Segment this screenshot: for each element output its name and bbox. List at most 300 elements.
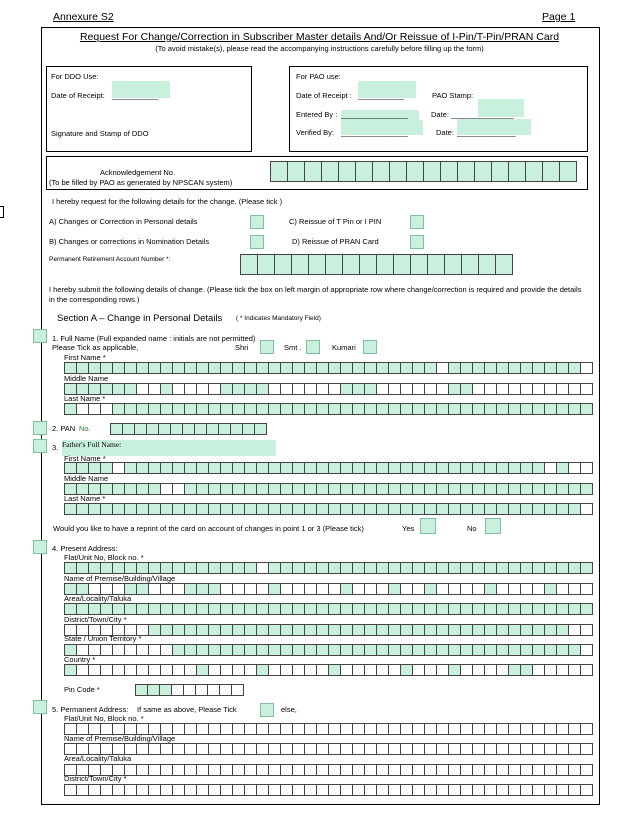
char-cell[interactable] — [233, 724, 245, 734]
char-cell[interactable] — [149, 645, 161, 655]
char-cell[interactable] — [425, 785, 437, 795]
char-cell[interactable] — [425, 724, 437, 734]
char-cell[interactable] — [77, 463, 89, 473]
char-cell[interactable] — [437, 404, 449, 414]
char-cell[interactable] — [401, 504, 413, 514]
char-cell[interactable] — [581, 665, 593, 675]
char-cell[interactable] — [445, 255, 462, 274]
char-cell[interactable] — [281, 563, 293, 573]
char-cell[interactable] — [533, 563, 545, 573]
char-cell[interactable] — [461, 504, 473, 514]
char-cell[interactable] — [197, 463, 209, 473]
char-cell[interactable] — [329, 504, 341, 514]
char-cell[interactable] — [521, 625, 533, 635]
char-cell[interactable] — [509, 563, 521, 573]
char-cell[interactable] — [497, 404, 509, 414]
char-cell[interactable] — [233, 785, 245, 795]
q5-premise-cells[interactable] — [64, 743, 593, 755]
char-cell[interactable] — [269, 765, 281, 775]
char-cell[interactable] — [257, 744, 269, 754]
char-cell[interactable] — [521, 384, 533, 394]
char-cell[interactable] — [148, 685, 160, 695]
char-cell[interactable] — [353, 665, 365, 675]
char-cell[interactable] — [149, 625, 161, 635]
char-cell[interactable] — [233, 404, 245, 414]
char-cell[interactable] — [341, 604, 353, 614]
char-cell[interactable] — [365, 665, 377, 675]
q4-flat-cells[interactable] — [64, 562, 593, 574]
char-cell[interactable] — [221, 645, 233, 655]
char-cell[interactable] — [473, 765, 485, 775]
char-cell[interactable] — [413, 584, 425, 594]
char-cell[interactable] — [173, 645, 185, 655]
char-cell[interactable] — [394, 255, 411, 274]
char-cell[interactable] — [401, 563, 413, 573]
char-cell[interactable] — [173, 724, 185, 734]
char-cell[interactable] — [101, 484, 113, 494]
char-cell[interactable] — [569, 363, 581, 373]
char-cell[interactable] — [101, 645, 113, 655]
char-cell[interactable] — [245, 563, 257, 573]
char-cell[interactable] — [581, 463, 593, 473]
char-cell[interactable] — [569, 604, 581, 614]
char-cell[interactable] — [497, 563, 509, 573]
char-cell[interactable] — [257, 665, 269, 675]
char-cell[interactable] — [581, 625, 593, 635]
char-cell[interactable] — [161, 724, 173, 734]
char-cell[interactable] — [65, 744, 77, 754]
char-cell[interactable] — [509, 765, 521, 775]
char-cell[interactable] — [581, 504, 593, 514]
char-cell[interactable] — [425, 384, 437, 394]
char-cell[interactable] — [185, 765, 197, 775]
char-cell[interactable] — [377, 363, 389, 373]
char-cell[interactable] — [449, 363, 461, 373]
char-cell[interactable] — [485, 363, 497, 373]
q4-premise-cells[interactable] — [64, 583, 593, 595]
char-cell[interactable] — [521, 404, 533, 414]
char-cell[interactable] — [377, 484, 389, 494]
q1-tickbox[interactable] — [33, 329, 47, 343]
char-cell[interactable] — [543, 162, 560, 181]
char-cell[interactable] — [293, 604, 305, 614]
char-cell[interactable] — [89, 584, 101, 594]
char-cell[interactable] — [89, 604, 101, 614]
char-cell[interactable] — [207, 424, 219, 434]
char-cell[interactable] — [557, 785, 569, 795]
char-cell[interactable] — [449, 563, 461, 573]
char-cell[interactable] — [437, 604, 449, 614]
char-cell[interactable] — [257, 504, 269, 514]
char-cell[interactable] — [305, 765, 317, 775]
char-cell[interactable] — [125, 484, 137, 494]
char-cell[interactable] — [461, 404, 473, 414]
char-cell[interactable] — [533, 584, 545, 594]
char-cell[interactable] — [257, 625, 269, 635]
char-cell[interactable] — [232, 685, 244, 695]
char-cell[interactable] — [461, 625, 473, 635]
q4-tickbox[interactable] — [33, 540, 47, 554]
char-cell[interactable] — [411, 255, 428, 274]
char-cell[interactable] — [557, 584, 569, 594]
char-cell[interactable] — [389, 765, 401, 775]
char-cell[interactable] — [185, 484, 197, 494]
char-cell[interactable] — [231, 424, 243, 434]
char-cell[interactable] — [161, 765, 173, 775]
char-cell[interactable] — [209, 785, 221, 795]
char-cell[interactable] — [77, 584, 89, 594]
char-cell[interactable] — [425, 463, 437, 473]
char-cell[interactable] — [449, 584, 461, 594]
char-cell[interactable] — [77, 363, 89, 373]
char-cell[interactable] — [281, 625, 293, 635]
char-cell[interactable] — [149, 563, 161, 573]
char-cell[interactable] — [89, 384, 101, 394]
char-cell[interactable] — [185, 584, 197, 594]
char-cell[interactable] — [389, 484, 401, 494]
char-cell[interactable] — [425, 665, 437, 675]
char-cell[interactable] — [509, 162, 526, 181]
char-cell[interactable] — [545, 744, 557, 754]
char-cell[interactable] — [545, 563, 557, 573]
char-cell[interactable] — [377, 645, 389, 655]
char-cell[interactable] — [521, 724, 533, 734]
char-cell[interactable] — [233, 765, 245, 775]
q3-tickbox[interactable] — [33, 439, 47, 453]
char-cell[interactable] — [341, 463, 353, 473]
char-cell[interactable] — [377, 584, 389, 594]
char-cell[interactable] — [136, 685, 148, 695]
char-cell[interactable] — [113, 645, 125, 655]
char-cell[interactable] — [341, 584, 353, 594]
char-cell[interactable] — [425, 404, 437, 414]
char-cell[interactable] — [293, 765, 305, 775]
char-cell[interactable] — [89, 404, 101, 414]
char-cell[interactable] — [113, 363, 125, 373]
char-cell[interactable] — [197, 645, 209, 655]
option-d-tickbox[interactable] — [410, 235, 424, 249]
char-cell[interactable] — [475, 162, 492, 181]
char-cell[interactable] — [137, 724, 149, 734]
char-cell[interactable] — [185, 785, 197, 795]
char-cell[interactable] — [317, 765, 329, 775]
char-cell[interactable] — [173, 785, 185, 795]
char-cell[interactable] — [197, 584, 209, 594]
char-cell[interactable] — [77, 484, 89, 494]
char-cell[interactable] — [221, 724, 233, 734]
char-cell[interactable] — [269, 484, 281, 494]
char-cell[interactable] — [171, 424, 183, 434]
char-cell[interactable] — [293, 463, 305, 473]
char-cell[interactable] — [137, 463, 149, 473]
char-cell[interactable] — [497, 785, 509, 795]
char-cell[interactable] — [281, 724, 293, 734]
char-cell[interactable] — [125, 724, 137, 734]
char-cell[interactable] — [497, 384, 509, 394]
char-cell[interactable] — [257, 584, 269, 594]
char-cell[interactable] — [437, 645, 449, 655]
char-cell[interactable] — [221, 785, 233, 795]
char-cell[interactable] — [389, 504, 401, 514]
char-cell[interactable] — [197, 563, 209, 573]
char-cell[interactable] — [65, 584, 77, 594]
char-cell[interactable] — [233, 484, 245, 494]
char-cell[interactable] — [101, 785, 113, 795]
char-cell[interactable] — [209, 584, 221, 594]
char-cell[interactable] — [89, 724, 101, 734]
char-cell[interactable] — [449, 384, 461, 394]
char-cell[interactable] — [461, 363, 473, 373]
char-cell[interactable] — [269, 563, 281, 573]
char-cell[interactable] — [292, 255, 309, 274]
char-cell[interactable] — [209, 625, 221, 635]
char-cell[interactable] — [161, 645, 173, 655]
char-cell[interactable] — [161, 604, 173, 614]
char-cell[interactable] — [197, 665, 209, 675]
char-cell[interactable] — [560, 162, 577, 181]
char-cell[interactable] — [125, 584, 137, 594]
char-cell[interactable] — [377, 665, 389, 675]
char-cell[interactable] — [209, 384, 221, 394]
char-cell[interactable] — [485, 504, 497, 514]
char-cell[interactable] — [77, 604, 89, 614]
char-cell[interactable] — [305, 785, 317, 795]
char-cell[interactable] — [485, 625, 497, 635]
char-cell[interactable] — [377, 463, 389, 473]
char-cell[interactable] — [521, 744, 533, 754]
char-cell[interactable] — [65, 484, 77, 494]
char-cell[interactable] — [473, 363, 485, 373]
char-cell[interactable] — [407, 162, 424, 181]
char-cell[interactable] — [245, 404, 257, 414]
char-cell[interactable] — [449, 765, 461, 775]
char-cell[interactable] — [209, 744, 221, 754]
char-cell[interactable] — [497, 724, 509, 734]
char-cell[interactable] — [533, 724, 545, 734]
char-cell[interactable] — [137, 404, 149, 414]
char-cell[interactable] — [196, 685, 208, 695]
char-cell[interactable] — [281, 645, 293, 655]
char-cell[interactable] — [137, 645, 149, 655]
char-cell[interactable] — [401, 604, 413, 614]
char-cell[interactable] — [220, 685, 232, 695]
char-cell[interactable] — [497, 363, 509, 373]
char-cell[interactable] — [233, 744, 245, 754]
char-cell[interactable] — [353, 744, 365, 754]
char-cell[interactable] — [509, 484, 521, 494]
char-cell[interactable] — [401, 404, 413, 414]
char-cell[interactable] — [101, 404, 113, 414]
char-cell[interactable] — [389, 744, 401, 754]
char-cell[interactable] — [257, 645, 269, 655]
char-cell[interactable] — [257, 604, 269, 614]
char-cell[interactable] — [449, 665, 461, 675]
char-cell[interactable] — [509, 724, 521, 734]
char-cell[interactable] — [365, 563, 377, 573]
char-cell[interactable] — [461, 785, 473, 795]
char-cell[interactable] — [389, 384, 401, 394]
char-cell[interactable] — [293, 744, 305, 754]
char-cell[interactable] — [125, 384, 137, 394]
char-cell[interactable] — [221, 563, 233, 573]
q3-last-cells[interactable] — [64, 503, 593, 515]
char-cell[interactable] — [413, 504, 425, 514]
char-cell[interactable] — [458, 162, 475, 181]
char-cell[interactable] — [557, 404, 569, 414]
char-cell[interactable] — [269, 363, 281, 373]
char-cell[interactable] — [317, 363, 329, 373]
char-cell[interactable] — [390, 162, 407, 181]
char-cell[interactable] — [77, 724, 89, 734]
char-cell[interactable] — [197, 744, 209, 754]
char-cell[interactable] — [137, 504, 149, 514]
char-cell[interactable] — [101, 665, 113, 675]
char-cell[interactable] — [317, 645, 329, 655]
char-cell[interactable] — [329, 665, 341, 675]
char-cell[interactable] — [461, 665, 473, 675]
char-cell[interactable] — [241, 255, 258, 274]
char-cell[interactable] — [317, 724, 329, 734]
char-cell[interactable] — [545, 724, 557, 734]
char-cell[interactable] — [353, 404, 365, 414]
char-cell[interactable] — [509, 604, 521, 614]
char-cell[interactable] — [581, 724, 593, 734]
char-cell[interactable] — [77, 384, 89, 394]
char-cell[interactable] — [413, 665, 425, 675]
char-cell[interactable] — [305, 463, 317, 473]
char-cell[interactable] — [377, 604, 389, 614]
char-cell[interactable] — [65, 604, 77, 614]
char-cell[interactable] — [533, 363, 545, 373]
char-cell[interactable] — [497, 765, 509, 775]
char-cell[interactable] — [533, 665, 545, 675]
char-cell[interactable] — [437, 363, 449, 373]
char-cell[interactable] — [197, 384, 209, 394]
char-cell[interactable] — [353, 765, 365, 775]
char-cell[interactable] — [509, 404, 521, 414]
char-cell[interactable] — [526, 162, 543, 181]
char-cell[interactable] — [521, 484, 533, 494]
char-cell[interactable] — [533, 744, 545, 754]
char-cell[interactable] — [373, 162, 390, 181]
char-cell[interactable] — [161, 363, 173, 373]
char-cell[interactable] — [161, 504, 173, 514]
char-cell[interactable] — [413, 404, 425, 414]
char-cell[interactable] — [509, 463, 521, 473]
char-cell[interactable] — [437, 625, 449, 635]
char-cell[interactable] — [581, 363, 593, 373]
char-cell[interactable] — [305, 484, 317, 494]
shri-tickbox[interactable] — [260, 340, 274, 354]
char-cell[interactable] — [125, 665, 137, 675]
char-cell[interactable] — [497, 504, 509, 514]
char-cell[interactable] — [413, 363, 425, 373]
char-cell[interactable] — [195, 424, 207, 434]
char-cell[interactable] — [221, 744, 233, 754]
char-cell[interactable] — [209, 724, 221, 734]
char-cell[interactable] — [209, 604, 221, 614]
char-cell[interactable] — [317, 625, 329, 635]
char-cell[interactable] — [365, 363, 377, 373]
char-cell[interactable] — [341, 765, 353, 775]
q4-district-cells[interactable] — [64, 624, 593, 636]
char-cell[interactable] — [305, 665, 317, 675]
char-cell[interactable] — [269, 645, 281, 655]
char-cell[interactable] — [160, 685, 172, 695]
q3-middle-cells[interactable] — [64, 483, 593, 495]
char-cell[interactable] — [125, 744, 137, 754]
char-cell[interactable] — [329, 404, 341, 414]
char-cell[interactable] — [101, 363, 113, 373]
char-cell[interactable] — [173, 584, 185, 594]
char-cell[interactable] — [353, 604, 365, 614]
char-cell[interactable] — [365, 744, 377, 754]
char-cell[interactable] — [569, 384, 581, 394]
char-cell[interactable] — [221, 404, 233, 414]
char-cell[interactable] — [317, 785, 329, 795]
q5-same-tickbox[interactable] — [260, 703, 274, 717]
char-cell[interactable] — [161, 744, 173, 754]
char-cell[interactable] — [356, 162, 373, 181]
char-cell[interactable] — [509, 665, 521, 675]
char-cell[interactable] — [343, 255, 360, 274]
char-cell[interactable] — [341, 645, 353, 655]
char-cell[interactable] — [496, 255, 513, 274]
char-cell[interactable] — [533, 463, 545, 473]
pan-cells[interactable] — [110, 423, 267, 435]
char-cell[interactable] — [149, 484, 161, 494]
char-cell[interactable] — [293, 625, 305, 635]
char-cell[interactable] — [245, 665, 257, 675]
char-cell[interactable] — [413, 463, 425, 473]
option-b-tickbox[interactable] — [250, 235, 264, 249]
char-cell[interactable] — [149, 363, 161, 373]
char-cell[interactable] — [461, 765, 473, 775]
char-cell[interactable] — [209, 463, 221, 473]
char-cell[interactable] — [113, 463, 125, 473]
char-cell[interactable] — [485, 604, 497, 614]
char-cell[interactable] — [269, 463, 281, 473]
char-cell[interactable] — [89, 484, 101, 494]
char-cell[interactable] — [413, 744, 425, 754]
char-cell[interactable] — [233, 363, 245, 373]
char-cell[interactable] — [401, 363, 413, 373]
char-cell[interactable] — [149, 404, 161, 414]
char-cell[interactable] — [137, 363, 149, 373]
char-cell[interactable] — [257, 363, 269, 373]
char-cell[interactable] — [473, 504, 485, 514]
char-cell[interactable] — [329, 625, 341, 635]
char-cell[interactable] — [305, 404, 317, 414]
char-cell[interactable] — [545, 504, 557, 514]
char-cell[interactable] — [545, 404, 557, 414]
char-cell[interactable] — [185, 604, 197, 614]
char-cell[interactable] — [485, 563, 497, 573]
char-cell[interactable] — [437, 504, 449, 514]
char-cell[interactable] — [557, 463, 569, 473]
char-cell[interactable] — [305, 625, 317, 635]
char-cell[interactable] — [101, 463, 113, 473]
char-cell[interactable] — [449, 604, 461, 614]
char-cell[interactable] — [309, 255, 326, 274]
char-cell[interactable] — [161, 384, 173, 394]
char-cell[interactable] — [353, 504, 365, 514]
char-cell[interactable] — [271, 162, 288, 181]
char-cell[interactable] — [317, 604, 329, 614]
char-cell[interactable] — [329, 384, 341, 394]
char-cell[interactable] — [377, 625, 389, 635]
char-cell[interactable] — [137, 744, 149, 754]
